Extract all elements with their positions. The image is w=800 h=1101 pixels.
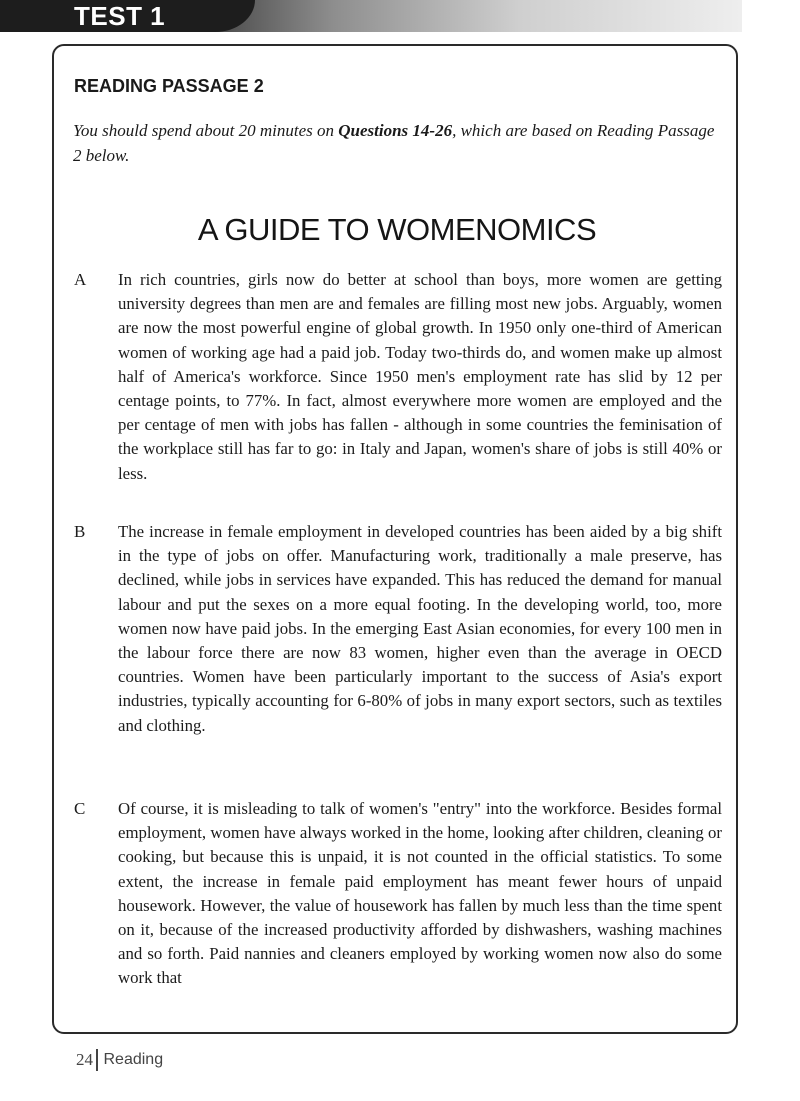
paragraph-letter: B: [74, 522, 86, 541]
instructions-text-after: , which are based on Reading Passage 2 below.: [73, 121, 715, 165]
passage-frame: [52, 44, 738, 1034]
page-footer: [76, 1049, 163, 1071]
footer-section-name: Reading: [103, 1051, 164, 1068]
paragraph-c: [74, 797, 722, 991]
paragraph-a: [74, 268, 722, 486]
paragraph-text: In rich countries, girls now do better at school than boys, more women are getting university degrees than men are and females are filling most new jobs. Arguably, women are now the most powerful engine of global growth. In 1950 only one-third of American women of working age had a paid job. Today two-thirds do, and women make up almost half of America's workforce. Since 1950 men's employment rate has slid by 12 per centage points, to 77%. In fact, almost everywhere more women are employed and the per centage of men with jobs has fallen - although in some countries the feminisation of the workplace still has far to go: in Italy and Japan, women's share of jobs is still 40% or less.: [118, 270, 722, 483]
paragraph-letter: C: [74, 799, 86, 818]
footer-divider: [96, 1049, 98, 1071]
test-label: TEST 1: [74, 1, 166, 31]
passage-title: A GUIDE TO WOMENOMICS: [197, 212, 597, 247]
instructions: [73, 118, 725, 168]
paragraph-b: [74, 520, 722, 738]
paragraph-text: The increase in female employment in developed countries has been aided by a big shift in the type of jobs on offer. Manufacturing work, traditionally a male preserve, has declined, while jobs in services have expanded. This has reduced the demand for manual labour and put the sexes on a more equal footing. In the developing world, too, more women now have paid jobs. In the emerging East Asian economies, for every 100 men in the labour force there are now 83 women, higher even than the average in OECD countries. Women have been particularly important to the success of Asia's export industries, typically accounting for 6-80% of jobs in many export sectors, such as textiles and clothing.: [118, 522, 722, 735]
paragraph-letter: A: [74, 270, 87, 289]
page-number: 24: [76, 1050, 93, 1069]
instructions-text-before: You should spend about 20 minutes on: [73, 121, 339, 140]
section-title: READING PASSAGE 2: [74, 76, 264, 96]
paragraph-text: Of course, it is misleading to talk of women's "entry" into the workforce. Besides formal employment, women have always worked in the home, looking after children, cleaning or cooking, but because this is unpaid, it is not counted in the official statistics. To some extent, the increase in female paid employment has meant fewer hours of unpaid housework. However, the value of housework has fallen by much less than the time spent on it, because of the increased productivity afforded by dishwashers, washing machines and so forth. Paid nannies and cleaners employed by working women now also do some work that: [118, 799, 722, 988]
instructions-questions: Questions 14-26: [338, 121, 453, 140]
